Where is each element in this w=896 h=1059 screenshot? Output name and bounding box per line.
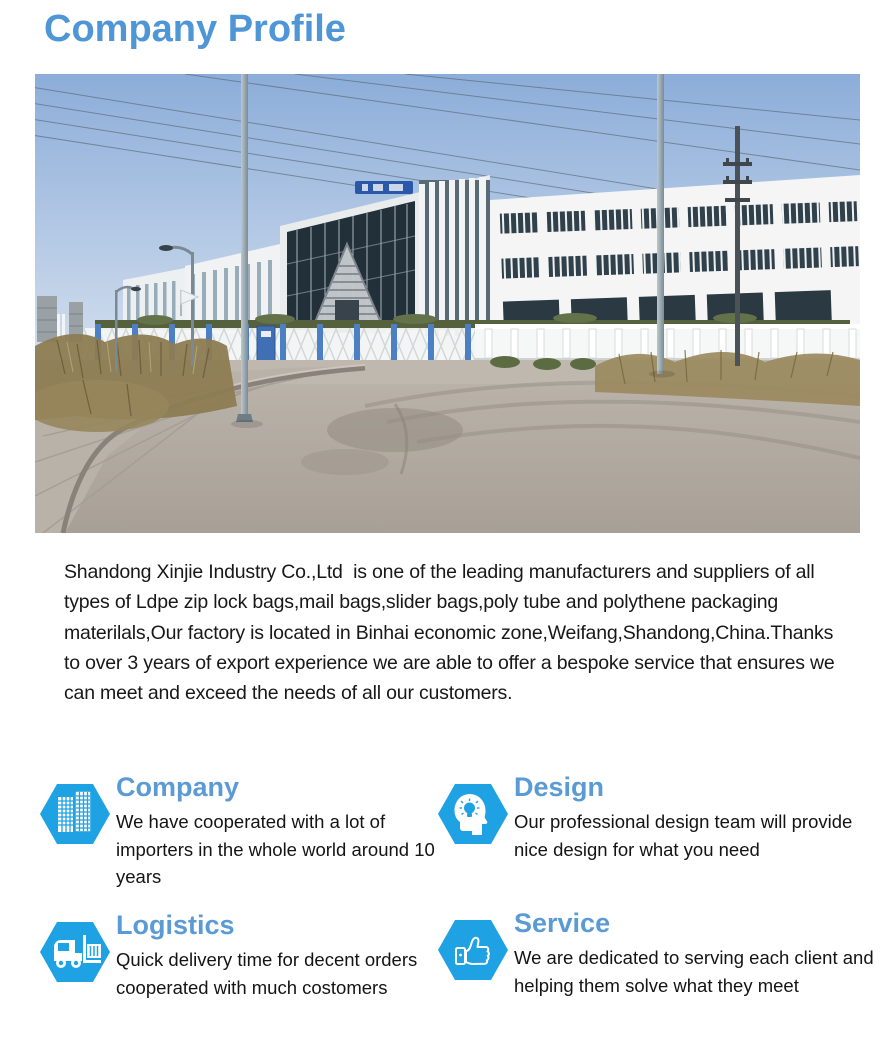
thumbs-up-icon bbox=[436, 918, 510, 982]
feature-service bbox=[436, 908, 882, 999]
feature-title: Company bbox=[116, 772, 240, 802]
forklift-icon bbox=[38, 920, 112, 984]
factory-photo-illustration bbox=[35, 74, 860, 533]
feature-text: We are dedicated to serving each client and helping them solve what they meet bbox=[514, 947, 874, 996]
feature-logistics bbox=[38, 910, 461, 1001]
feature-title: Service bbox=[514, 908, 611, 938]
factory-photo bbox=[35, 74, 860, 533]
feature-text: We have cooperated with a lot of importers in the whole world around 10 years bbox=[116, 811, 435, 888]
feature-title: Logistics bbox=[116, 910, 235, 940]
buildings-icon bbox=[38, 782, 112, 846]
feature-design bbox=[436, 772, 874, 863]
idea-head-icon bbox=[436, 782, 510, 846]
intro-paragraph: Shandong Xinjie Industry Co.,Ltd is one of the leading manufacturers and suppliers of all types of Ldpe zip lock bags,mail bags,slider bags,poly tube and polythene packaging materilals,Our factory is located in Binhai economic zone,Weifang,Shandong,China.Thanks to over 3 years of export experience we are able to offer a bespoke service that ensures we can meet and exceed the needs of all our customers. bbox=[64, 561, 840, 705]
feature-company bbox=[38, 772, 451, 891]
feature-title: Design bbox=[514, 772, 605, 802]
page-title: Company Profile bbox=[44, 8, 346, 50]
feature-text: Our professional design team will provide nice design for what you need bbox=[514, 811, 853, 860]
feature-text: Quick delivery time for decent orders cooperated with much costomers bbox=[116, 949, 418, 998]
